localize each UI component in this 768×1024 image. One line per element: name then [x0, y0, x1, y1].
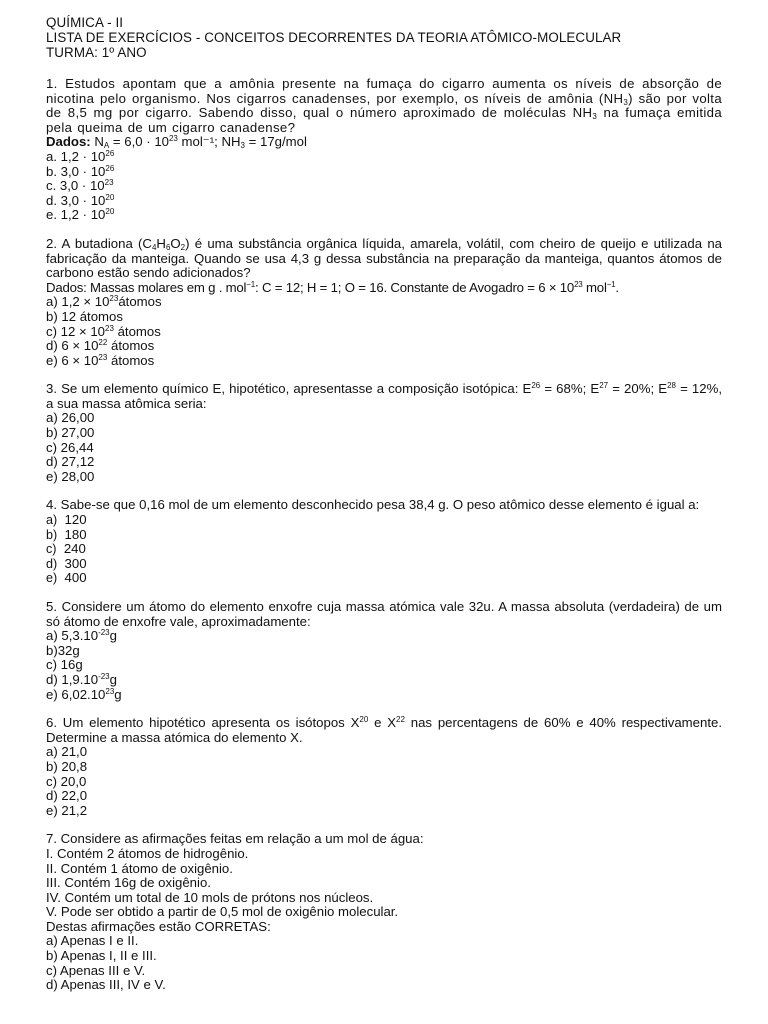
question-2-option-e[interactable]: e) $6 \times 10^{23}$ átomos	[46, 352, 155, 368]
course-title: QUÍMICA - II	[46, 15, 124, 30]
question-4-stem: 4. Sabe-se que 0,16 mol de um elemento desconhecido pesa 38,4 g. O peso atômico desse elemento é igual a:	[46, 497, 700, 513]
question-1-option-c[interactable]: c. $3,0 \cdot 10^{23}$	[46, 178, 114, 194]
question-3-option-d[interactable]: d) 27,12	[46, 454, 95, 470]
question-4-option-e[interactable]: e) 400	[46, 570, 87, 586]
question-7-statement-3: III. Contém 16g de oxigênio.	[46, 875, 211, 891]
question-7-option-c[interactable]: c) Apenas III e V.	[46, 962, 146, 978]
question-1	[46, 77, 722, 223]
question-7-statement-5: V. Pode ser obtido a partir de 0,5 mol de oxigênio molecular.	[46, 904, 399, 920]
question-2	[46, 237, 722, 368]
question-4-option-a[interactable]: a) 120	[46, 512, 87, 528]
question-1-stem: 1. Estudos apontam que a amônia presente na fumaça do cigarro aumenta os níveis de absorção de nicotina pelo organismo. Nos cigarros canadenses, por exemplo, os níveis de amônia $(NH_3)$ são por volta de 8,5 mg por cigarro. Sabendo disso, qual o número aproximado de moléculas $NH_3$ na fumaça emitida pela queima de um cigarro canadense?	[46, 76, 723, 135]
question-7-stem: 7. Considere as afirmações feitas em relação a um mol de água:	[46, 831, 424, 847]
question-6-option-e[interactable]: e) 21,2	[46, 802, 88, 818]
question-5	[46, 600, 722, 702]
question-6-option-a[interactable]: a) 21,0	[46, 744, 88, 760]
question-7-option-b[interactable]: b) Apenas I, II e III.	[46, 948, 157, 964]
question-1-option-b[interactable]: b. $3,0 \cdot 10^{26}$	[46, 163, 115, 179]
question-5-option-c[interactable]: c) 16g	[46, 657, 83, 673]
question-6-option-c[interactable]: c) 20,0	[46, 773, 87, 789]
question-3-option-e[interactable]: e) 28,00	[46, 468, 95, 484]
question-5-option-e[interactable]: e) 6,02.10$^{23}$g	[46, 686, 122, 702]
question-7-option-d[interactable]: d) Apenas III, IV e V.	[46, 977, 166, 993]
question-7-statement-1: I. Contém 2 átomos de hidrogênio.	[46, 845, 249, 861]
question-4-option-b[interactable]: b) 180	[46, 526, 87, 542]
worksheet-title: LISTA DE EXERCÍCIOS - CONCEITOS DECORRENTES DA TEORIA ATÔMICO-MOLECULAR	[46, 30, 622, 45]
question-6-stem: 6. Um elemento hipotético apresenta os isótopos $X^{20}$ e $X^{22}$ nas percentagens de 60% e 40% respectivamente. Determine a massa atómica do elemento X.	[46, 715, 722, 745]
question-1-option-e[interactable]: e. $1,2 \cdot 10^{20}$	[46, 207, 115, 223]
question-1-data: Dados: $N_A = 6,0 \cdot 10^{23}$ mol⁻¹; $NH_3 = 17g/mol$	[46, 134, 307, 151]
question-1-option-a[interactable]: a. $1,2 \cdot 10^{26}$	[46, 148, 115, 164]
question-7-option-a[interactable]: a) Apenas I e II.	[46, 933, 139, 949]
question-2-option-d[interactable]: d) $6 \times 10^{22}$ átomos	[46, 338, 155, 354]
question-2-stem: 2. A butadiona $(C_4H_6O_2)$ é uma substância orgânica líquida, amarela, volátil, com cheiro de queijo e utilizada na fabricação da manteiga. Quando se usa 4,3 g dessa substância na preparação da manteiga, quantos átomos de carbono estão sendo adicionados?	[46, 235, 722, 281]
question-3-option-c[interactable]: c) 26,44	[46, 439, 94, 455]
question-6	[46, 716, 722, 818]
question-6-option-b[interactable]: b) 20,8	[46, 758, 88, 774]
document-header	[46, 15, 722, 60]
question-2-option-c[interactable]: c) $12 \times 10^{23}$ átomos	[46, 323, 161, 339]
question-5-option-a[interactable]: a) $5,3.10^{-23}g$	[46, 628, 117, 644]
question-7-prompt: Destas afirmações estão CORRETAS:	[46, 918, 271, 934]
question-3-option-b[interactable]: b) 27,00	[46, 425, 95, 441]
question-1-option-d[interactable]: d. $3,0 \cdot 10^{20}$	[46, 192, 115, 208]
question-4	[46, 498, 722, 586]
question-3-stem: 3. Se um elemento químico E, hipotético, apresentasse a composição isotópica: $E^{26} = 68\%$; $E^{27} = 20\%$; $E^{28} = 12\%$, a sua massa atômica seria:	[46, 381, 722, 411]
question-5-option-b[interactable]: b)32g	[46, 642, 80, 658]
class-label: TURMA: 1º ANO	[46, 45, 147, 60]
question-5-option-d[interactable]: d) $1,9.10^{-23}g$	[46, 671, 117, 687]
question-2-data: Dados: Massas molares em g . mol$^{-1}$: C = 12; H = 1; O = 16. Constante de Avogadro = $6 \times 10^{23}$ mol$^{-1}$.	[46, 279, 619, 295]
question-6-option-d[interactable]: d) 22,0	[46, 788, 88, 804]
question-3	[46, 382, 722, 484]
question-7-statement-2: II. Contém 1 átomo de oxigênio.	[46, 860, 233, 876]
question-4-option-c[interactable]: c) 240	[46, 541, 86, 557]
question-7-statement-4: IV. Contém um total de 10 mols de prótons nos núcleos.	[46, 889, 374, 905]
question-2-option-a[interactable]: a) $1,2 \times 10^{23}átomos$	[46, 294, 162, 310]
question-7	[46, 832, 722, 993]
question-2-option-b[interactable]: b) 12 átomos	[46, 308, 123, 324]
question-5-stem: 5. Considere um átomo do elemento enxofre cuja massa atómica vale 32u. A massa absoluta (verdadeira) de um só átomo de enxofre vale, aproximadamente:	[46, 599, 722, 629]
question-3-option-a[interactable]: a) 26,00	[46, 410, 95, 426]
question-4-option-d[interactable]: d) 300	[46, 555, 87, 571]
